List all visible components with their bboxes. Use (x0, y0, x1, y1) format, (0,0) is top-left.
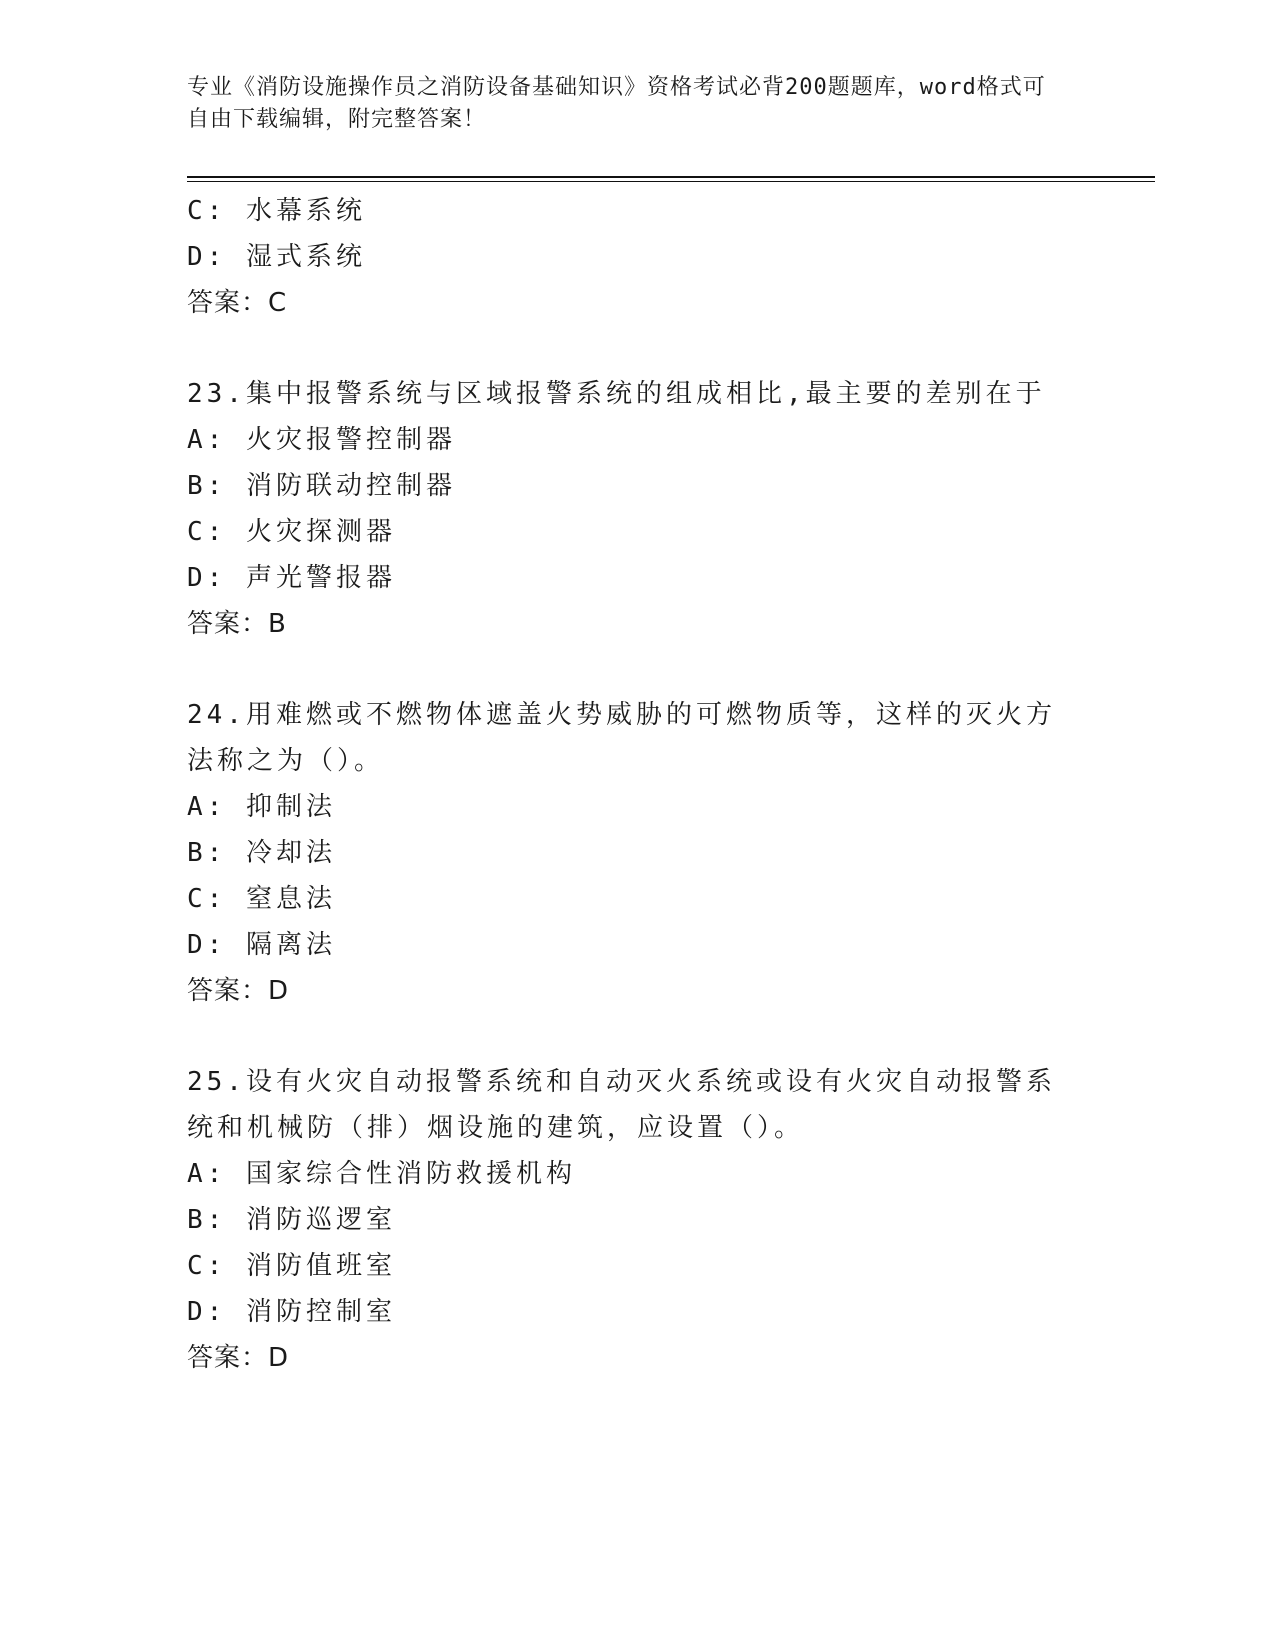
question-24 (187, 692, 1155, 1014)
divider-thin (187, 181, 1155, 182)
option-a: A: 抑制法 (187, 792, 336, 822)
option-d: D: 声光警报器 (187, 563, 396, 593)
option-b: B: 消防巡逻室 (187, 1205, 396, 1235)
answer-line: 答案：D (187, 976, 290, 1006)
option-c: C: 窒息法 (187, 884, 336, 914)
question-stem: 23.集中报警系统与区域报警系统的组成相比,最主要的差别在于 (187, 379, 1046, 409)
document-page (187, 72, 1155, 1381)
option-d: D: 隔离法 (187, 930, 336, 960)
option-c: C: 水幕系统 (187, 196, 366, 226)
question-25 (187, 1059, 1155, 1381)
question-23 (187, 371, 1155, 647)
option-d: D: 湿式系统 (187, 242, 366, 272)
option-b: B: 冷却法 (187, 838, 336, 868)
answer-line: 答案：D (187, 1343, 290, 1373)
option-a: A: 国家综合性消防救援机构 (187, 1159, 576, 1189)
option-c: C: 火灾探测器 (187, 517, 396, 547)
question-stem: 25.设有火灾自动报警系统和自动灭火系统或设有火灾自动报警系统和机械防（排）烟设施的建筑，应设置（）。 (187, 1067, 1056, 1143)
option-d: D: 消防控制室 (187, 1297, 396, 1327)
document-header: 专业《消防设施操作员之消防设备基础知识》资格考试必背200题题库，word格式可自由下载编辑，附完整答案！ (187, 75, 1046, 132)
question-22-tail (187, 188, 1155, 326)
divider-thick (187, 176, 1155, 178)
question-stem: 24.用难燃或不燃物体遮盖火势威胁的可燃物质等，这样的灭火方法称之为（）。 (187, 700, 1056, 776)
header-divider (187, 176, 1155, 182)
option-c: C: 消防值班室 (187, 1251, 396, 1281)
option-b: B: 消防联动控制器 (187, 471, 456, 501)
answer-line: 答案：B (187, 609, 287, 639)
option-a: A: 火灾报警控制器 (187, 425, 456, 455)
answer-line: 答案：C (187, 288, 288, 318)
